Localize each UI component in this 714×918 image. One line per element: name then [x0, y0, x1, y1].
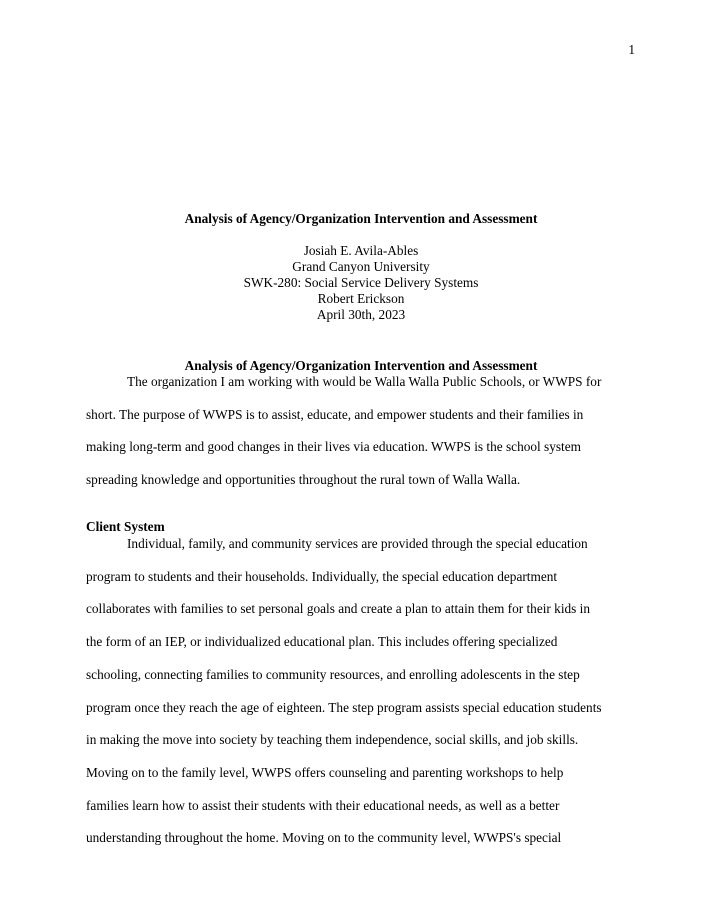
paragraph-line: program to students and their households. Individually, the special education department [86, 568, 558, 584]
paragraph-line: schooling, connecting families to community resources, and enrolling adolescents in the step [86, 666, 580, 682]
paragraph-line: short. The purpose of WWPS is to assist, educate, and empower students and their families in [86, 406, 584, 422]
course-name: SWK-280: Social Service Delivery Systems [243, 275, 479, 290]
page-number: 1 [628, 42, 635, 57]
title-block [86, 211, 636, 323]
paragraph-line: making long-term and good changes in their lives via education. WWPS is the school system [86, 439, 581, 455]
paper-title: Analysis of Agency/Organization Intervention and Assessment [184, 211, 538, 226]
paragraph-line: Moving on to the family level, WWPS offers counseling and parenting workshops to help [86, 764, 564, 780]
paragraph-line: spreading knowledge and opportunities throughout the rural town of Walla Walla. [86, 472, 521, 488]
paragraph-line: Individual, family, and community services are provided through the special education [127, 536, 588, 551]
section-heading-client-system: Client System [86, 519, 165, 534]
paragraph-line: in making the move into society by teaching them independence, social skills, and job skills. [86, 732, 579, 748]
paragraph-line: families learn how to assist their students with their educational needs, as well as a better [86, 797, 560, 813]
body-title: Analysis of Agency/Organization Intervention and Assessment [184, 358, 538, 373]
paragraph-line: understanding throughout the home. Moving on to the community level, WWPS's special [86, 830, 562, 846]
paper-date: April 30th, 2023 [316, 307, 406, 322]
paragraph-line: collaborates with families to set personal goals and create a plan to attain them for their kids in [86, 601, 591, 617]
client-system-paragraph [86, 528, 638, 855]
institution-name: Grand Canyon University [292, 259, 430, 274]
paragraph-line: The organization I am working with would be Walla Walla Public Schools, or WWPS for [127, 374, 602, 389]
instructor-name: Robert Erickson [317, 291, 405, 306]
paragraph-line: the form of an IEP, or individualized educational plan. This includes offering specialized [86, 634, 558, 650]
author-name: Josiah E. Avila-Ables [303, 243, 419, 258]
intro-paragraph [86, 366, 638, 497]
paragraph-line: program once they reach the age of eighteen. The step program assists special education students [86, 699, 602, 715]
